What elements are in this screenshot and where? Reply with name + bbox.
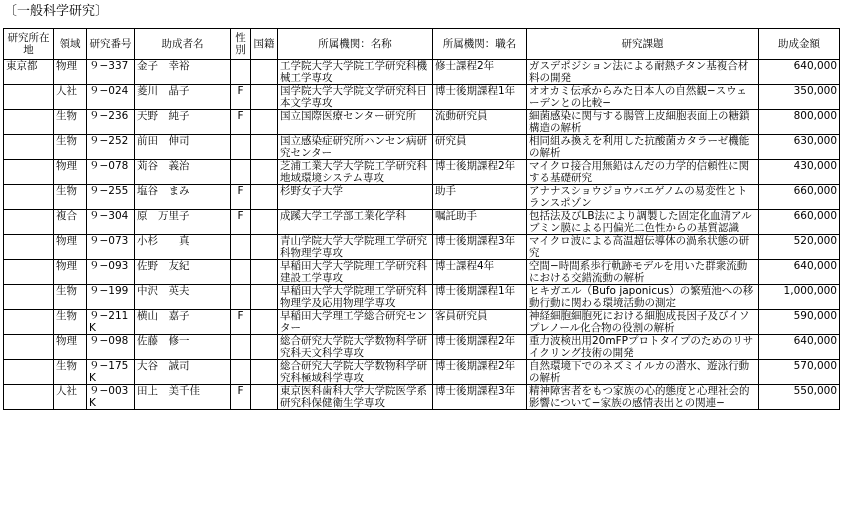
- cell-field: 生物: [54, 285, 87, 310]
- cell-field: 物理: [54, 260, 87, 285]
- cell-position: 流動研究員: [433, 110, 527, 135]
- header-location: 研究所在地: [4, 29, 54, 60]
- cell-field: 物理: [54, 335, 87, 360]
- table-row: [4, 185, 840, 210]
- header-nationality: 国籍: [251, 29, 278, 60]
- cell-sex: [231, 235, 251, 260]
- cell-location: [4, 210, 54, 235]
- cell-location: [4, 260, 54, 285]
- cell-sex: [231, 260, 251, 285]
- cell-sex: [231, 335, 251, 360]
- cell-amount: 590,000: [759, 310, 840, 335]
- cell-sex: F: [231, 185, 251, 210]
- cell-institution: 国学院大学大学院文学研究科日本文学専攻: [278, 85, 433, 110]
- cell-position: 博士後期課程1年: [433, 85, 527, 110]
- header-row: [4, 29, 840, 60]
- cell-research-theme: ガスデポジション法による耐熱チタン基複合材料の開発: [527, 60, 759, 85]
- cell-grantee-name: 佐藤 修一: [135, 335, 231, 360]
- cell-grantee-name: 苅谷 義治: [135, 160, 231, 185]
- cell-amount: 640,000: [759, 335, 840, 360]
- cell-research-number: ９−252: [87, 135, 135, 160]
- cell-research-number: ９−098: [87, 335, 135, 360]
- cell-research-theme: 自然環境下でのネズミイルカの潜水、遊泳行動の解析: [527, 360, 759, 385]
- cell-nationality: [251, 310, 278, 335]
- header-research-number: 研究番号: [87, 29, 135, 60]
- cell-amount: 570,000: [759, 360, 840, 385]
- cell-grantee-name: 金子 幸裕: [135, 60, 231, 85]
- cell-research-number: ９−003K: [87, 385, 135, 410]
- cell-institution: 芝浦工業大学大学院工学研究科地域環境システム専攻: [278, 160, 433, 185]
- cell-research-theme: ヒキガエル（Bufo japonicus）の繁殖池への移動行動に関わる環境活動の測定: [527, 285, 759, 310]
- cell-research-number: ９−337: [87, 60, 135, 85]
- cell-research-number: ９−024: [87, 85, 135, 110]
- cell-location: 東京都: [4, 60, 54, 85]
- cell-field: 物理: [54, 235, 87, 260]
- table-row: [4, 160, 840, 185]
- cell-field: 生物: [54, 135, 87, 160]
- cell-grantee-name: 横山 嘉子: [135, 310, 231, 335]
- cell-location: [4, 385, 54, 410]
- table-row: [4, 385, 840, 410]
- cell-institution: 東京医科歯科大学大学院医学系研究科保健衛生学専攻: [278, 385, 433, 410]
- cell-institution: 総合研究大学院大学数物科学研究科天文科学専攻: [278, 335, 433, 360]
- section-title: 〔一般科学研究〕: [4, 4, 109, 19]
- cell-nationality: [251, 285, 278, 310]
- cell-sex: F: [231, 85, 251, 110]
- cell-field: 物理: [54, 160, 87, 185]
- cell-grantee-name: 天野 純子: [135, 110, 231, 135]
- cell-research-number: ９−236: [87, 110, 135, 135]
- header-field: 領域: [54, 29, 87, 60]
- cell-location: [4, 85, 54, 110]
- table-row: [4, 110, 840, 135]
- cell-research-theme: 細菌感染に関与する腸管上皮細胞表面上の糖鎖構造の解析: [527, 110, 759, 135]
- cell-nationality: [251, 160, 278, 185]
- cell-nationality: [251, 60, 278, 85]
- cell-research-theme: 重力波検出用20mFPプロトタイプのためのリサイクリング技術の開発: [527, 335, 759, 360]
- table-row: [4, 285, 840, 310]
- cell-nationality: [251, 235, 278, 260]
- cell-field: 物理: [54, 60, 87, 85]
- cell-institution: 工学院大学大学院工学研究科機械工学専攻: [278, 60, 433, 85]
- cell-research-number: ９−078: [87, 160, 135, 185]
- cell-institution: 青山学院大学大学院理工学研究科物理学専攻: [278, 235, 433, 260]
- cell-nationality: [251, 210, 278, 235]
- cell-amount: 550,000: [759, 385, 840, 410]
- cell-position: 助手: [433, 185, 527, 210]
- research-grant-table: [3, 28, 840, 410]
- cell-research-number: ９−199: [87, 285, 135, 310]
- cell-field: 生物: [54, 360, 87, 385]
- cell-nationality: [251, 385, 278, 410]
- table-row: [4, 235, 840, 260]
- header-institution: 所属機関：名称: [278, 29, 433, 60]
- cell-research-number: ９−255: [87, 185, 135, 210]
- cell-field: 複合: [54, 210, 87, 235]
- cell-sex: F: [231, 210, 251, 235]
- cell-location: [4, 360, 54, 385]
- cell-position: 客員研究員: [433, 310, 527, 335]
- cell-institution: 早稲田大学理工学総合研究センター: [278, 310, 433, 335]
- cell-position: 博士後期課程3年: [433, 235, 527, 260]
- cell-institution: 国立感染症研究所ハンセン病研究センター: [278, 135, 433, 160]
- cell-location: [4, 185, 54, 210]
- cell-institution: 杉野女子大学: [278, 185, 433, 210]
- cell-sex: [231, 360, 251, 385]
- cell-grantee-name: 大谷 誠司: [135, 360, 231, 385]
- cell-grantee-name: 小杉 真: [135, 235, 231, 260]
- cell-institution: 成蹊大学工学部工業化学科: [278, 210, 433, 235]
- cell-position: 博士後期課程2年: [433, 160, 527, 185]
- cell-research-theme: マイクロ波による高温超伝導体の渦糸状態の研究: [527, 235, 759, 260]
- cell-amount: 520,000: [759, 235, 840, 260]
- table-row: [4, 85, 840, 110]
- cell-amount: 640,000: [759, 60, 840, 85]
- cell-nationality: [251, 85, 278, 110]
- cell-grantee-name: 塩谷 まみ: [135, 185, 231, 210]
- cell-nationality: [251, 360, 278, 385]
- cell-nationality: [251, 110, 278, 135]
- cell-research-theme: 包括法及びLB法により調製した固定化血清アルブミン膜による円偏光二色性からの基質認識: [527, 210, 759, 235]
- cell-amount: 1,000,000: [759, 285, 840, 310]
- cell-grantee-name: 原 万里子: [135, 210, 231, 235]
- cell-position: 嘱託助手: [433, 210, 527, 235]
- cell-sex: F: [231, 110, 251, 135]
- cell-sex: [231, 60, 251, 85]
- cell-nationality: [251, 185, 278, 210]
- cell-sex: [231, 285, 251, 310]
- cell-research-theme: 精神障害者をもつ家族の心的態度と心理社会的影響について−家族の感情表出との関連−: [527, 385, 759, 410]
- cell-location: [4, 160, 54, 185]
- cell-sex: F: [231, 385, 251, 410]
- cell-field: 人社: [54, 85, 87, 110]
- header-sex: 性別: [231, 29, 251, 60]
- cell-research-theme: オオカミ伝承からみた日本人の自然観−スウェーデンとの比較−: [527, 85, 759, 110]
- cell-grantee-name: 佐野 友紀: [135, 260, 231, 285]
- cell-location: [4, 235, 54, 260]
- cell-amount: 660,000: [759, 185, 840, 210]
- cell-research-number: ９−211K: [87, 310, 135, 335]
- cell-sex: [231, 160, 251, 185]
- header-grantee-name: 助成者名: [135, 29, 231, 60]
- cell-sex: [231, 135, 251, 160]
- cell-grantee-name: 田上 美千佳: [135, 385, 231, 410]
- cell-grantee-name: 前田 伸司: [135, 135, 231, 160]
- cell-position: 博士後期課程1年: [433, 285, 527, 310]
- cell-research-theme: 神経細胞細胞死における細胞成長因子及びイソプレノール化合物の役割の解析: [527, 310, 759, 335]
- cell-research-theme: 相同組み換えを利用した抗酸菌カタラーゼ機能の解析: [527, 135, 759, 160]
- table-row: [4, 310, 840, 335]
- cell-grantee-name: 中沢 英夫: [135, 285, 231, 310]
- cell-research-number: ９−175K: [87, 360, 135, 385]
- cell-research-theme: アナナスショウジョウバエゲノムの易変性とトランスポゾン: [527, 185, 759, 210]
- cell-location: [4, 110, 54, 135]
- table-row: [4, 360, 840, 385]
- cell-amount: 660,000: [759, 210, 840, 235]
- cell-amount: 350,000: [759, 85, 840, 110]
- header-position: 所属機関：職名: [433, 29, 527, 60]
- cell-position: 修士課程2年: [433, 60, 527, 85]
- cell-research-number: ９−093: [87, 260, 135, 285]
- cell-location: [4, 285, 54, 310]
- table-row: [4, 210, 840, 235]
- cell-sex: F: [231, 310, 251, 335]
- table-row: [4, 60, 840, 85]
- cell-nationality: [251, 260, 278, 285]
- cell-position: 博士課程4年: [433, 260, 527, 285]
- table-row: [4, 135, 840, 160]
- cell-field: 生物: [54, 310, 87, 335]
- cell-institution: 早稲田大学大学院理工学研究科建設工学専攻: [278, 260, 433, 285]
- cell-position: 博士後期課程2年: [433, 360, 527, 385]
- cell-location: [4, 335, 54, 360]
- cell-amount: 640,000: [759, 260, 840, 285]
- cell-location: [4, 310, 54, 335]
- cell-institution: 早稲田大学大学院理工学研究科物理学及応用物理学専攻: [278, 285, 433, 310]
- cell-research-theme: 空間−時間系歩行軌跡モデルを用いた群衆流動における交錯流動の解析: [527, 260, 759, 285]
- cell-field: 人社: [54, 385, 87, 410]
- cell-amount: 630,000: [759, 135, 840, 160]
- cell-location: [4, 135, 54, 160]
- cell-position: 博士後期課程3年: [433, 385, 527, 410]
- cell-position: 研究員: [433, 135, 527, 160]
- cell-grantee-name: 菱川 晶子: [135, 85, 231, 110]
- cell-research-number: ９−073: [87, 235, 135, 260]
- cell-institution: 国立国際医療センター研究所: [278, 110, 433, 135]
- cell-research-number: ９−304: [87, 210, 135, 235]
- cell-amount: 430,000: [759, 160, 840, 185]
- cell-institution: 総合研究大学院大学数物科学研究科極域科学専攻: [278, 360, 433, 385]
- cell-research-theme: マイクロ接合用無鉛はんだの力学的信頼性に関する基礎研究: [527, 160, 759, 185]
- header-amount: 助成金額: [759, 29, 840, 60]
- cell-field: 生物: [54, 185, 87, 210]
- cell-nationality: [251, 135, 278, 160]
- cell-amount: 800,000: [759, 110, 840, 135]
- cell-nationality: [251, 335, 278, 360]
- cell-position: 博士後期課程2年: [433, 335, 527, 360]
- header-research-theme: 研究課題: [527, 29, 759, 60]
- cell-field: 生物: [54, 110, 87, 135]
- table-row: [4, 335, 840, 360]
- table-row: [4, 260, 840, 285]
